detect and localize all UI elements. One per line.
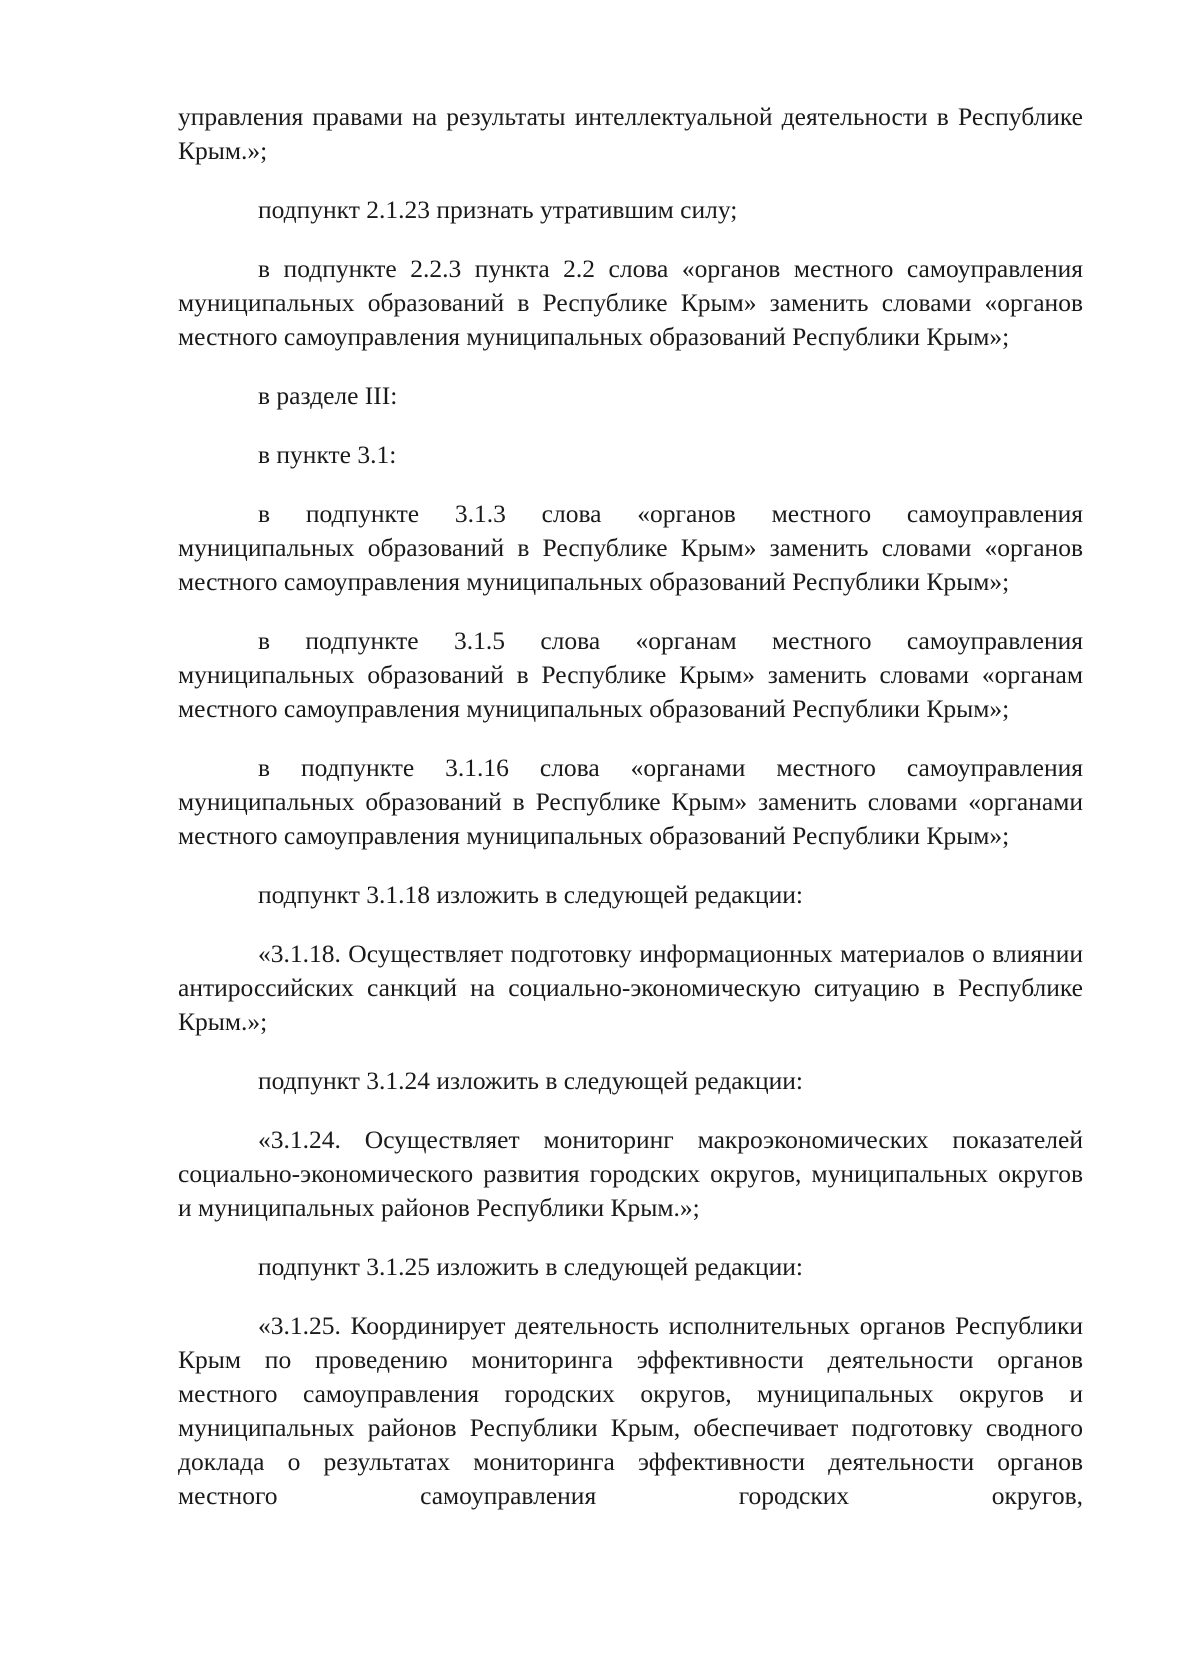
paragraph-text-3-1-18: «3.1.18. Осуществляет подготовку информационных материалов о влиянии антироссийских санкций на социально-экономическую ситуацию в Республике Крым.»; (178, 939, 1083, 1036)
paragraph-repeal-2-1-23: подпункт 2.1.23 признать утратившим силу; (258, 195, 738, 224)
paragraph-continuation: управления правами на результаты интеллектуальной деятельности в Республике Крым.»; (178, 102, 1083, 165)
paragraph-intro-3-1-25: подпункт 3.1.25 изложить в следующей редакции: (258, 1252, 803, 1281)
document-body (178, 100, 1083, 1513)
paragraph-point-3-1: в пункте 3.1: (258, 440, 397, 469)
paragraph-intro-3-1-18: подпункт 3.1.18 изложить в следующей редакции: (258, 880, 803, 909)
paragraph-section-3: в разделе III: (258, 381, 398, 410)
paragraph-amend-3-1-16: в подпункте 3.1.16 слова «органами местного самоуправления муниципальных образований в Республике Крым» заменить словами «органами местного самоуправления муниципальных образований Республики Крым»; (178, 753, 1083, 850)
paragraph-intro-3-1-24: подпункт 3.1.24 изложить в следующей редакции: (258, 1066, 803, 1095)
paragraph-amend-3-1-5: в подпункте 3.1.5 слова «органам местного самоуправления муниципальных образований в Республике Крым» заменить словами «органам местного самоуправления муниципальных образований Республики Крым»; (178, 626, 1083, 723)
paragraph-amend-3-1-3: в подпункте 3.1.3 слова «органов местного самоуправления муниципальных образований в Республике Крым» заменить словами «органов местного самоуправления муниципальных образований Республики Крым»; (178, 499, 1083, 596)
paragraph-text-3-1-24: «3.1.24. Осуществляет мониторинг макроэкономических показателей социально-экономического развития городских округов, муниципальных округов и муниципальных районов Республики Крым.»; (178, 1125, 1083, 1222)
paragraph-text-3-1-25: «3.1.25. Координирует деятельность исполнительных органов Республики Крым по проведению мониторинга эффективности деятельности органов местного самоуправления городских округов, муниципальных округов и муниципальных районов Республики Крым, обеспечивает подготовку сводного доклада о результатах мониторинга эффективности деятельности органов местного самоуправления городских округов, (178, 1311, 1083, 1510)
paragraph-amend-2-2-3: в подпункте 2.2.3 пункта 2.2 слова «органов местного самоуправления муниципальных образований в Республике Крым» заменить словами «органов местного самоуправления муниципальных образований Республики Крым»; (178, 254, 1083, 351)
